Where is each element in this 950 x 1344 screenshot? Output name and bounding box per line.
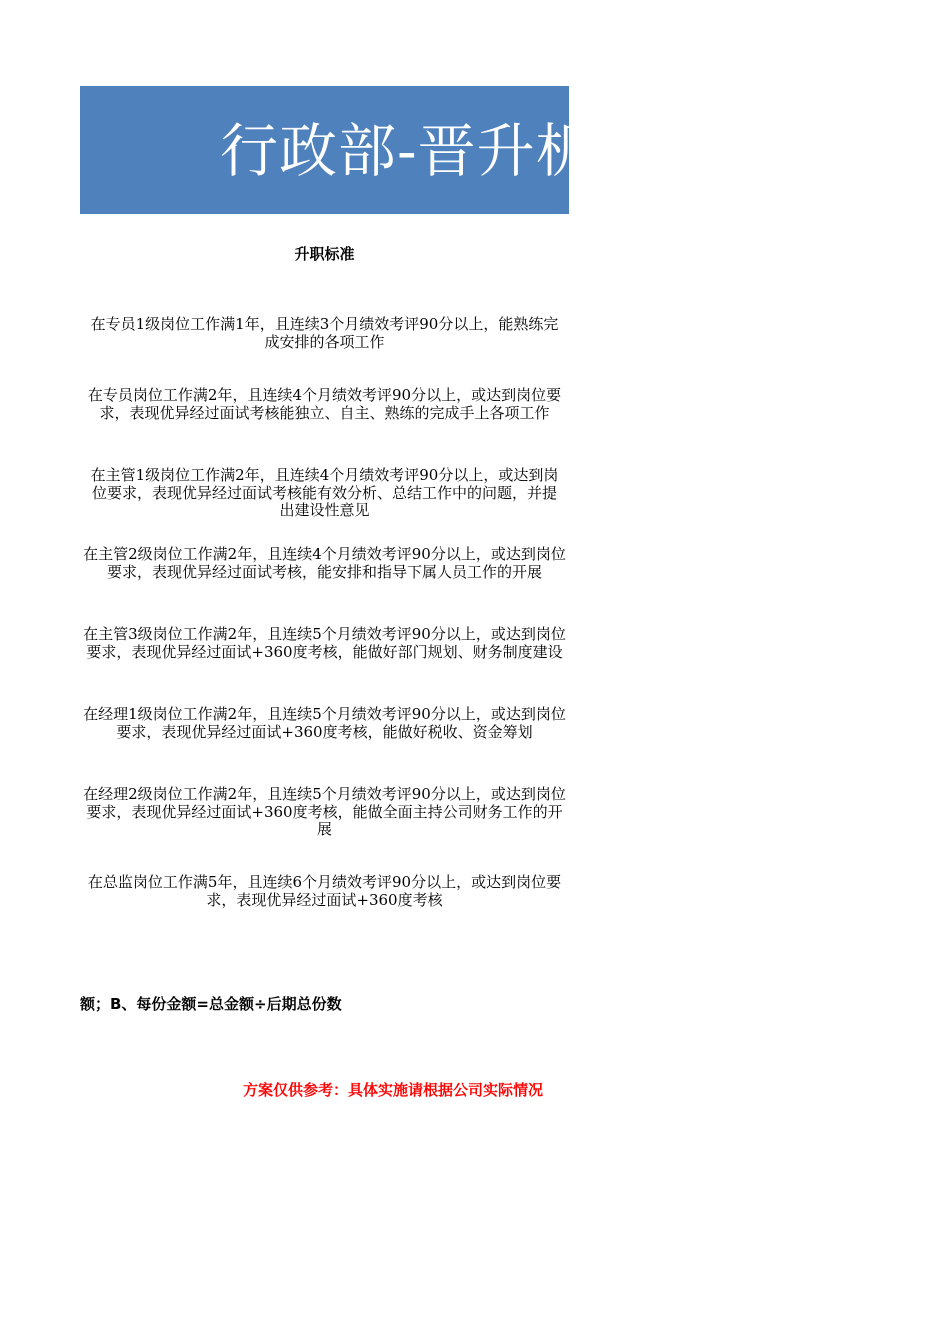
criterion-supervisor-level-1: 在主管1级岗位工作满2年，且连续4个月绩效考评90分以上，或达到岗位要求，表现优异经过面试考核能有效分析、总结工作中的问题，并提出建设性意见 (90, 466, 559, 519)
criterion-director: 在总监岗位工作满5年，且连续6个月绩效考评90分以上，或达到岗位要求，表现优异经过面试+360度考核 (87, 873, 562, 909)
disclaimer-note: 方案仅供参考：具体实施请根据公司实际情况 (243, 1081, 544, 1099)
criterion-manager-level-2: 在经理2级岗位工作满2年，且连续5个月绩效考评90分以上，或达到岗位要求，表现优异经过面试+360度考核，能做全面主持公司财务工作的开展 (83, 785, 566, 838)
criterion-manager-level-1: 在经理1级岗位工作满2年，且连续5个月绩效考评90分以上，或达到岗位要求，表现优异经过面试+360度考核，能做好税收、资金筹划 (83, 705, 566, 741)
page-title: 行政部-晋升机制 (220, 117, 654, 185)
criterion-supervisor-level-2: 在主管2级岗位工作满2年，且连续4个月绩效考评90分以上，或达到岗位要求，表现优异经过面试考核，能安排和指导下属人员工作的开展 (83, 545, 566, 581)
criterion-supervisor-level-3: 在主管3级岗位工作满2年，且连续5个月绩效考评90分以上，或达到岗位要求，表现优异经过面试+360度考核，能做好部门规划、财务制度建设 (83, 625, 566, 661)
criterion-staff: 在专员岗位工作满2年，且连续4个月绩效考评90分以上，或达到岗位要求，表现优异经过面试考核能独立、自主、熟练的完成手上各项工作 (87, 386, 562, 422)
promotion-criteria-list (80, 0, 569, 1000)
criterion-staff-level-1: 在专员1级岗位工作满1年，且连续3个月绩效考评90分以上，能熟练完成安排的各项工作 (90, 315, 559, 351)
column-header-promotion-standard: 升职标准 (294, 245, 355, 263)
footnote: 额；B、每份金额=总金额÷后期总份数 (80, 995, 342, 1013)
